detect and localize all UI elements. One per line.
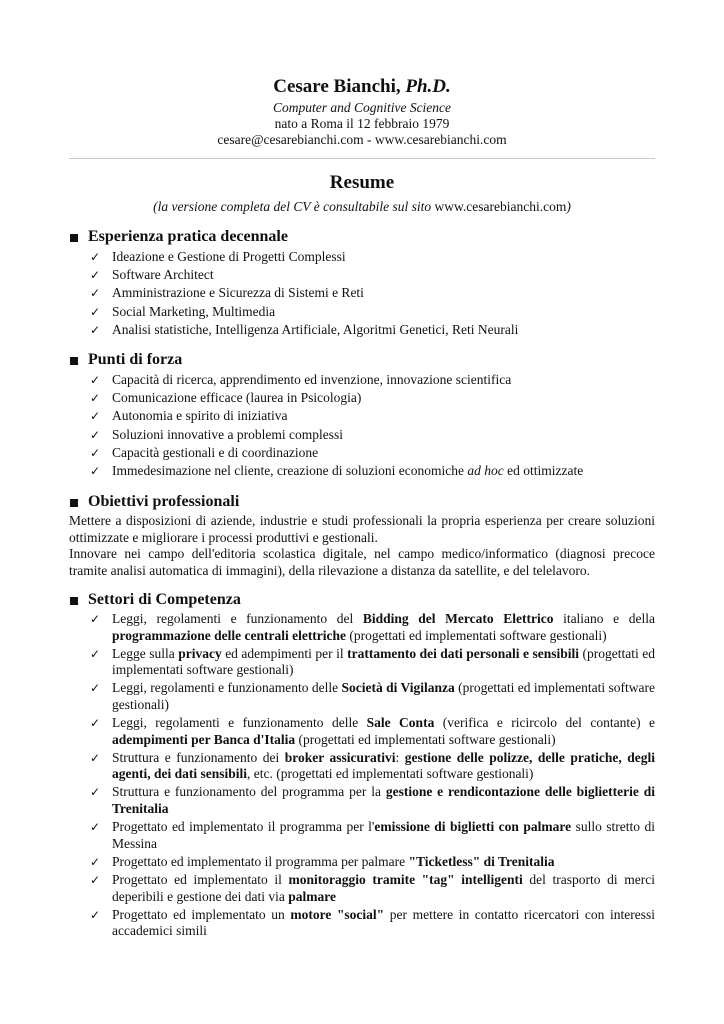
experience-item	[69, 303, 655, 321]
list-item-text: Capacità di ricerca, apprendimento ed invenzione, innovazione scientifica	[112, 372, 512, 387]
experience-list	[69, 248, 655, 339]
subtitle-site: www.cesarebianchi.com	[434, 199, 567, 214]
list-item-text: Progettato ed implementato il	[112, 871, 289, 887]
square-bullet-icon	[70, 597, 78, 605]
list-item-text: ed adempimenti per il	[221, 645, 348, 661]
experience-item	[69, 321, 655, 339]
section-heading-text: Punti di forza	[88, 351, 183, 368]
list-item-text: Progettato ed implementato il programma per l'	[112, 819, 375, 835]
sector-item	[69, 611, 655, 644]
subtitle-open: (la versione completa del CV è consultabile sul sito	[153, 199, 435, 214]
list-item-text: (progettati ed implementati software gestionali)	[346, 627, 607, 643]
list-item-emphasis: motore "social"	[290, 906, 385, 922]
list-item-text: Leggi, regolamenti e funzionamento delle	[112, 680, 342, 696]
checkmark-icon: ✓	[90, 854, 101, 869]
list-item-text: Capacità gestionali e di coordinazione	[112, 444, 319, 460]
objectives-paragraph-1: Mettere a disposizioni di aziende, industrie e studi professionali la propria esperienza per creare soluzioni ottimizzate e migliorare i processi produttivi e gestionali.	[69, 513, 655, 545]
list-item-emphasis: Società di Vigilanza	[341, 680, 455, 696]
sector-item	[69, 750, 655, 783]
sector-item	[69, 872, 655, 905]
list-item-text: (progettati ed implementati software gestionali)	[295, 731, 556, 747]
strength-item	[69, 407, 655, 425]
list-item-text: Struttura e funzionamento dei	[112, 749, 285, 765]
list-item-text: Struttura e funzionamento del programma per la	[112, 784, 386, 800]
list-item-text: (verifica e ricircolo del contante) e	[434, 715, 655, 731]
checkmark-icon: ✓	[90, 445, 101, 460]
checkmark-icon: ✓	[90, 750, 101, 765]
section-heading-text: Obiettivi professionali	[88, 493, 240, 510]
list-item-text: Progettato ed implementato il programma per palmare	[112, 853, 409, 869]
list-item-text: Comunicazione efficace (laurea in Psicologia)	[112, 390, 362, 406]
checkmark-icon: ✓	[90, 872, 101, 887]
list-item-text: , etc. (progettati ed implementati software gestionali)	[247, 766, 534, 782]
checkmark-icon: ✓	[90, 286, 101, 301]
checkmark-icon: ✓	[90, 820, 101, 835]
list-item-text: Autonomia e spirito di iniziativa	[112, 408, 288, 424]
birth-info: nato a Roma il 12 febbraio 1979	[274, 116, 450, 131]
list-item-emphasis: palmare	[288, 888, 336, 904]
list-item-emphasis: Bidding del Mercato Elettrico	[362, 611, 554, 626]
sector-item	[69, 907, 655, 940]
checkmark-icon: ✓	[90, 785, 101, 800]
list-item-text: :	[395, 749, 405, 765]
checkmark-icon: ✓	[90, 322, 101, 337]
checkmark-icon: ✓	[90, 907, 101, 922]
list-item-text: Analisi statistiche, Intelligenza Artificiale, Algoritmi Genetici, Reti Neurali	[112, 321, 519, 337]
checkmark-icon: ✓	[90, 250, 101, 264]
strength-item	[69, 426, 655, 444]
sector-item	[69, 819, 655, 852]
resume-header	[0, 74, 724, 148]
sectors-list	[69, 611, 655, 940]
list-item-emphasis: trattamento dei dati personali e sensibili	[347, 645, 580, 661]
list-item-text: Soluzioni innovative a problemi complessi	[112, 426, 343, 442]
person-name	[0, 74, 724, 100]
experience-item	[69, 284, 655, 302]
section-heading	[69, 589, 655, 611]
checkmark-icon: ✓	[90, 409, 101, 424]
list-item-emphasis: broker assicurativi	[284, 749, 396, 765]
sector-item	[69, 854, 655, 871]
subtitle-close: )	[566, 199, 571, 214]
list-item-text: del trasporto di merci deperibili e gestione dei dati via	[112, 871, 656, 904]
checkmark-icon: ✓	[90, 268, 101, 283]
strength-item	[69, 389, 655, 407]
experience-item	[69, 248, 655, 266]
list-item-text: Social Marketing, Multimedia	[112, 303, 276, 319]
section-sectors	[69, 589, 655, 941]
objectives-paragraph-2: Innovare nei campo dell'editoria scolastica digitale, nel campo medico/informatico (diagnosi precoce tramite analisi automatica di immagini), della rilevazione a distanza da satellite, e del telelavoro.	[69, 546, 655, 578]
list-item-text: italiano e della	[553, 611, 656, 626]
list-item-text: ad hoc	[467, 463, 504, 479]
list-item-text: per mettere in contatto ricercatori con interessi accademici simili	[112, 906, 656, 939]
strengths-list	[69, 371, 655, 480]
list-item-emphasis: gestione e rendicontazione delle biglietterie di Trenitalia	[112, 784, 655, 817]
checkmark-icon: ✓	[90, 681, 101, 696]
list-item-text: (progettati ed implementati software gestionali)	[112, 645, 655, 678]
list-item-text: ed ottimizzate	[503, 463, 584, 479]
strength-item	[69, 371, 655, 389]
header-divider	[69, 158, 655, 159]
strength-item	[69, 444, 655, 462]
degree: Ph.D.	[405, 76, 451, 97]
square-bullet-icon	[70, 357, 78, 365]
checkmark-icon: ✓	[90, 373, 101, 387]
list-item-emphasis: adempimenti per Banca d'Italia	[112, 731, 296, 747]
list-item-text: Leggi, regolamenti e funzionamento delle	[112, 715, 367, 731]
list-item-text: (progettati ed implementati software gestionali)	[112, 680, 655, 712]
list-item-text: Immedesimazione nel cliente, creazione di soluzioni economiche	[112, 463, 468, 479]
checkmark-icon: ✓	[90, 646, 101, 661]
checkmark-icon: ✓	[90, 391, 101, 406]
list-item-emphasis: monitoraggio tramite "tag" intelligenti	[288, 871, 523, 887]
list-item-text: Amministrazione e Sicurezza di Sistemi e Reti	[112, 285, 364, 301]
strength-item	[69, 462, 655, 480]
list-item-emphasis: programmazione delle centrali elettriche	[112, 627, 347, 643]
sector-item	[69, 646, 655, 679]
list-item-text: sullo stretto di Messina	[112, 819, 655, 851]
checkmark-icon: ✓	[90, 612, 101, 626]
list-item-emphasis: Sale Conta	[366, 715, 435, 731]
list-item-text: Progettato ed implementato un	[112, 906, 291, 922]
document-subtitle	[0, 199, 724, 215]
contact-info: cesare@cesarebianchi.com - www.cesarebianchi.com	[217, 132, 507, 147]
square-bullet-icon	[70, 234, 78, 242]
sector-item	[69, 680, 655, 713]
list-item-emphasis: "Ticketless" di Trenitalia	[408, 853, 555, 869]
section-heading-text: Esperienza pratica decennale	[88, 228, 288, 245]
checkmark-icon: ✓	[90, 716, 101, 731]
section-heading	[69, 226, 655, 248]
name-text: Cesare Bianchi,	[273, 76, 406, 97]
section-heading	[69, 491, 655, 513]
sector-item	[69, 715, 655, 748]
list-item-emphasis: privacy	[178, 645, 222, 661]
checkmark-icon: ✓	[90, 304, 101, 319]
field-of-study: Computer and Cognitive Science	[272, 100, 452, 115]
list-item-emphasis: gestione delle polizze, delle pratiche, degli agenti, dei dati sensibili	[112, 749, 655, 782]
section-heading	[69, 349, 655, 371]
section-objectives	[69, 491, 655, 579]
section-heading-text: Settori di Competenza	[88, 591, 241, 608]
list-item-text: Software Architect	[112, 267, 214, 283]
section-strengths	[69, 349, 655, 480]
sector-item	[69, 784, 655, 817]
checkmark-icon: ✓	[90, 427, 101, 442]
experience-item	[69, 266, 655, 284]
list-item-text: Ideazione e Gestione di Progetti Complessi	[112, 249, 346, 264]
section-experience	[69, 226, 655, 339]
square-bullet-icon	[70, 499, 78, 507]
document-title: Resume	[329, 172, 395, 193]
checkmark-icon: ✓	[90, 464, 101, 479]
list-item-text: Legge sulla	[112, 645, 179, 661]
list-item-emphasis: emissione di biglietti con palmare	[374, 819, 572, 835]
list-item-text: Leggi, regolamenti e funzionamento del	[112, 611, 363, 626]
